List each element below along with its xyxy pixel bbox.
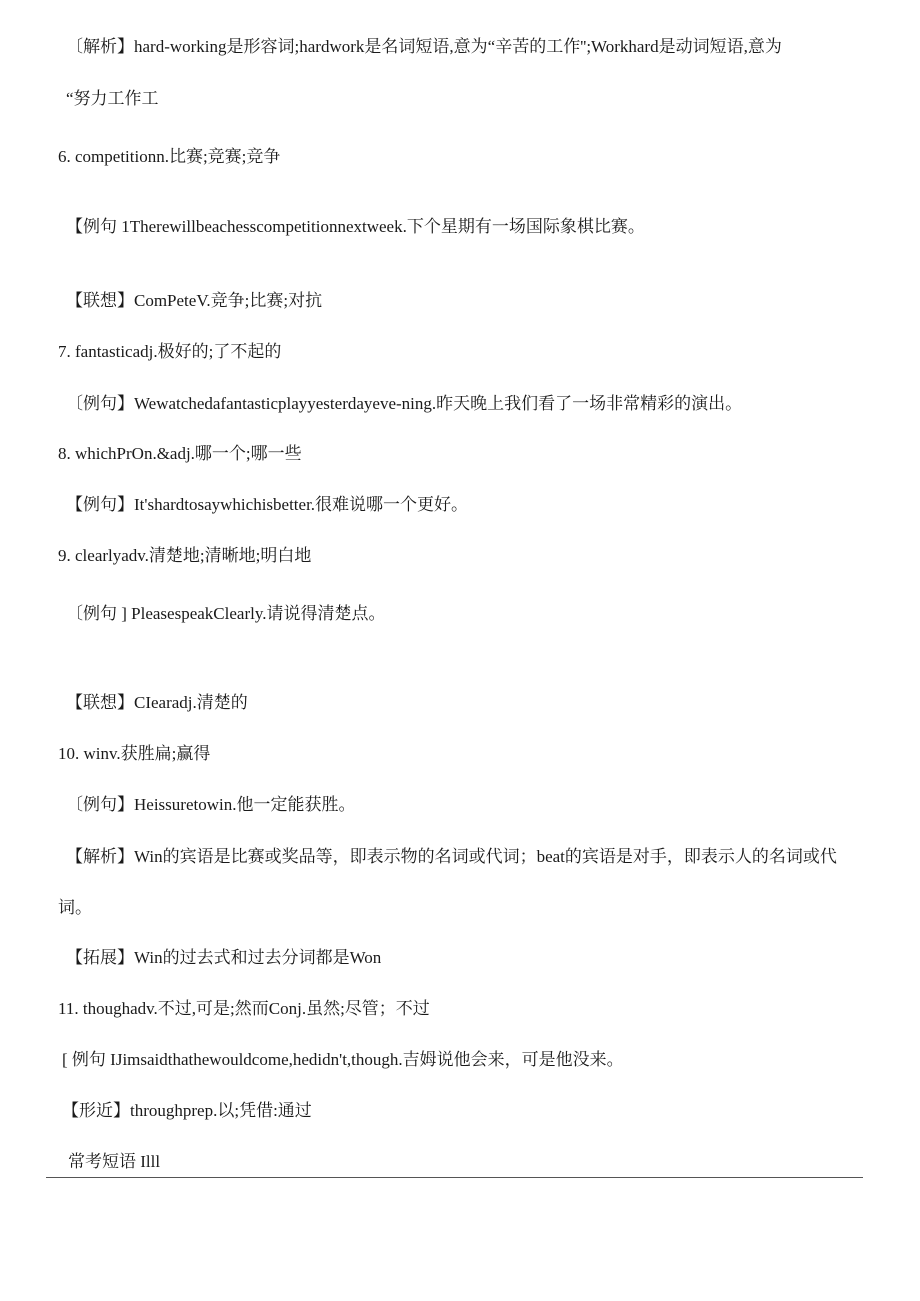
example-11: [ 例句 IJimsaidthathewouldcome,hedidn't,though.吉姆说他会来，可是他没来。 bbox=[62, 1050, 624, 1069]
vocab-item-10: 10. winv.获胜扁;赢得 bbox=[58, 744, 211, 763]
vocab-item-6: 6. competitionn.比赛;竞赛;竞争 bbox=[58, 147, 281, 166]
vocab-item-8: 8. whichPrOn.&adj.哪一个;哪一些 bbox=[58, 444, 302, 463]
example-8: 【例句】It'shardtosaywhichisbetter.很难说哪一个更好。 bbox=[66, 495, 469, 514]
similar-form-11: 【形近】throughprep.以;凭借:通过 bbox=[62, 1101, 312, 1120]
analysis-hard-working-line2: “努力工作工 bbox=[66, 89, 159, 108]
association-9: 【联想】CIearadj.清楚的 bbox=[66, 693, 248, 712]
analysis-10-line1: 【解析】Win的宾语是比赛或奖品等，即表示物的名词或代词；beat的宾语是对手，即表示人的名词或代 bbox=[66, 847, 837, 866]
example-9: 〔例句 ] PleasespeakClearly.请说得清楚点。 bbox=[66, 604, 386, 623]
association-6: 【联想】ComPeteV.竞争;比赛;对抗 bbox=[66, 291, 323, 310]
example-7: 〔例句】Wewatchedafantasticplayyesterdayeve-ning.昨天晚上我们看了一场非常精彩的演出。 bbox=[66, 394, 743, 413]
example-10: 〔例句】Heissuretowin.他一定能获胜。 bbox=[66, 795, 356, 814]
vocab-item-9: 9. clearlyadv.清楚地;清晰地;明白地 bbox=[58, 546, 312, 565]
extension-10: 【拓展】Win的过去式和过去分词都是Won bbox=[66, 948, 382, 967]
vocab-item-11: 11. thoughadv.不过,可是;然而Conj.虽然;尽管；不过 bbox=[58, 999, 430, 1018]
example-6: 【例句 1Therewillbeachesscompetitionnextweek.下个星期有一场国际象棋比赛。 bbox=[66, 217, 645, 236]
analysis-hard-working-line1: 〔解析】hard-working是形容词;hardwork是名词短语,意为“辛苦的工作'';Workhard是动词短语,意为 bbox=[66, 37, 782, 56]
analysis-10-line2: 词。 bbox=[58, 898, 92, 917]
bottom-divider bbox=[46, 1177, 863, 1178]
section-heading-common-phrases: 常考短语 Illl bbox=[68, 1152, 161, 1171]
vocab-item-7: 7. fantasticadj.极好的;了不起的 bbox=[58, 342, 282, 361]
